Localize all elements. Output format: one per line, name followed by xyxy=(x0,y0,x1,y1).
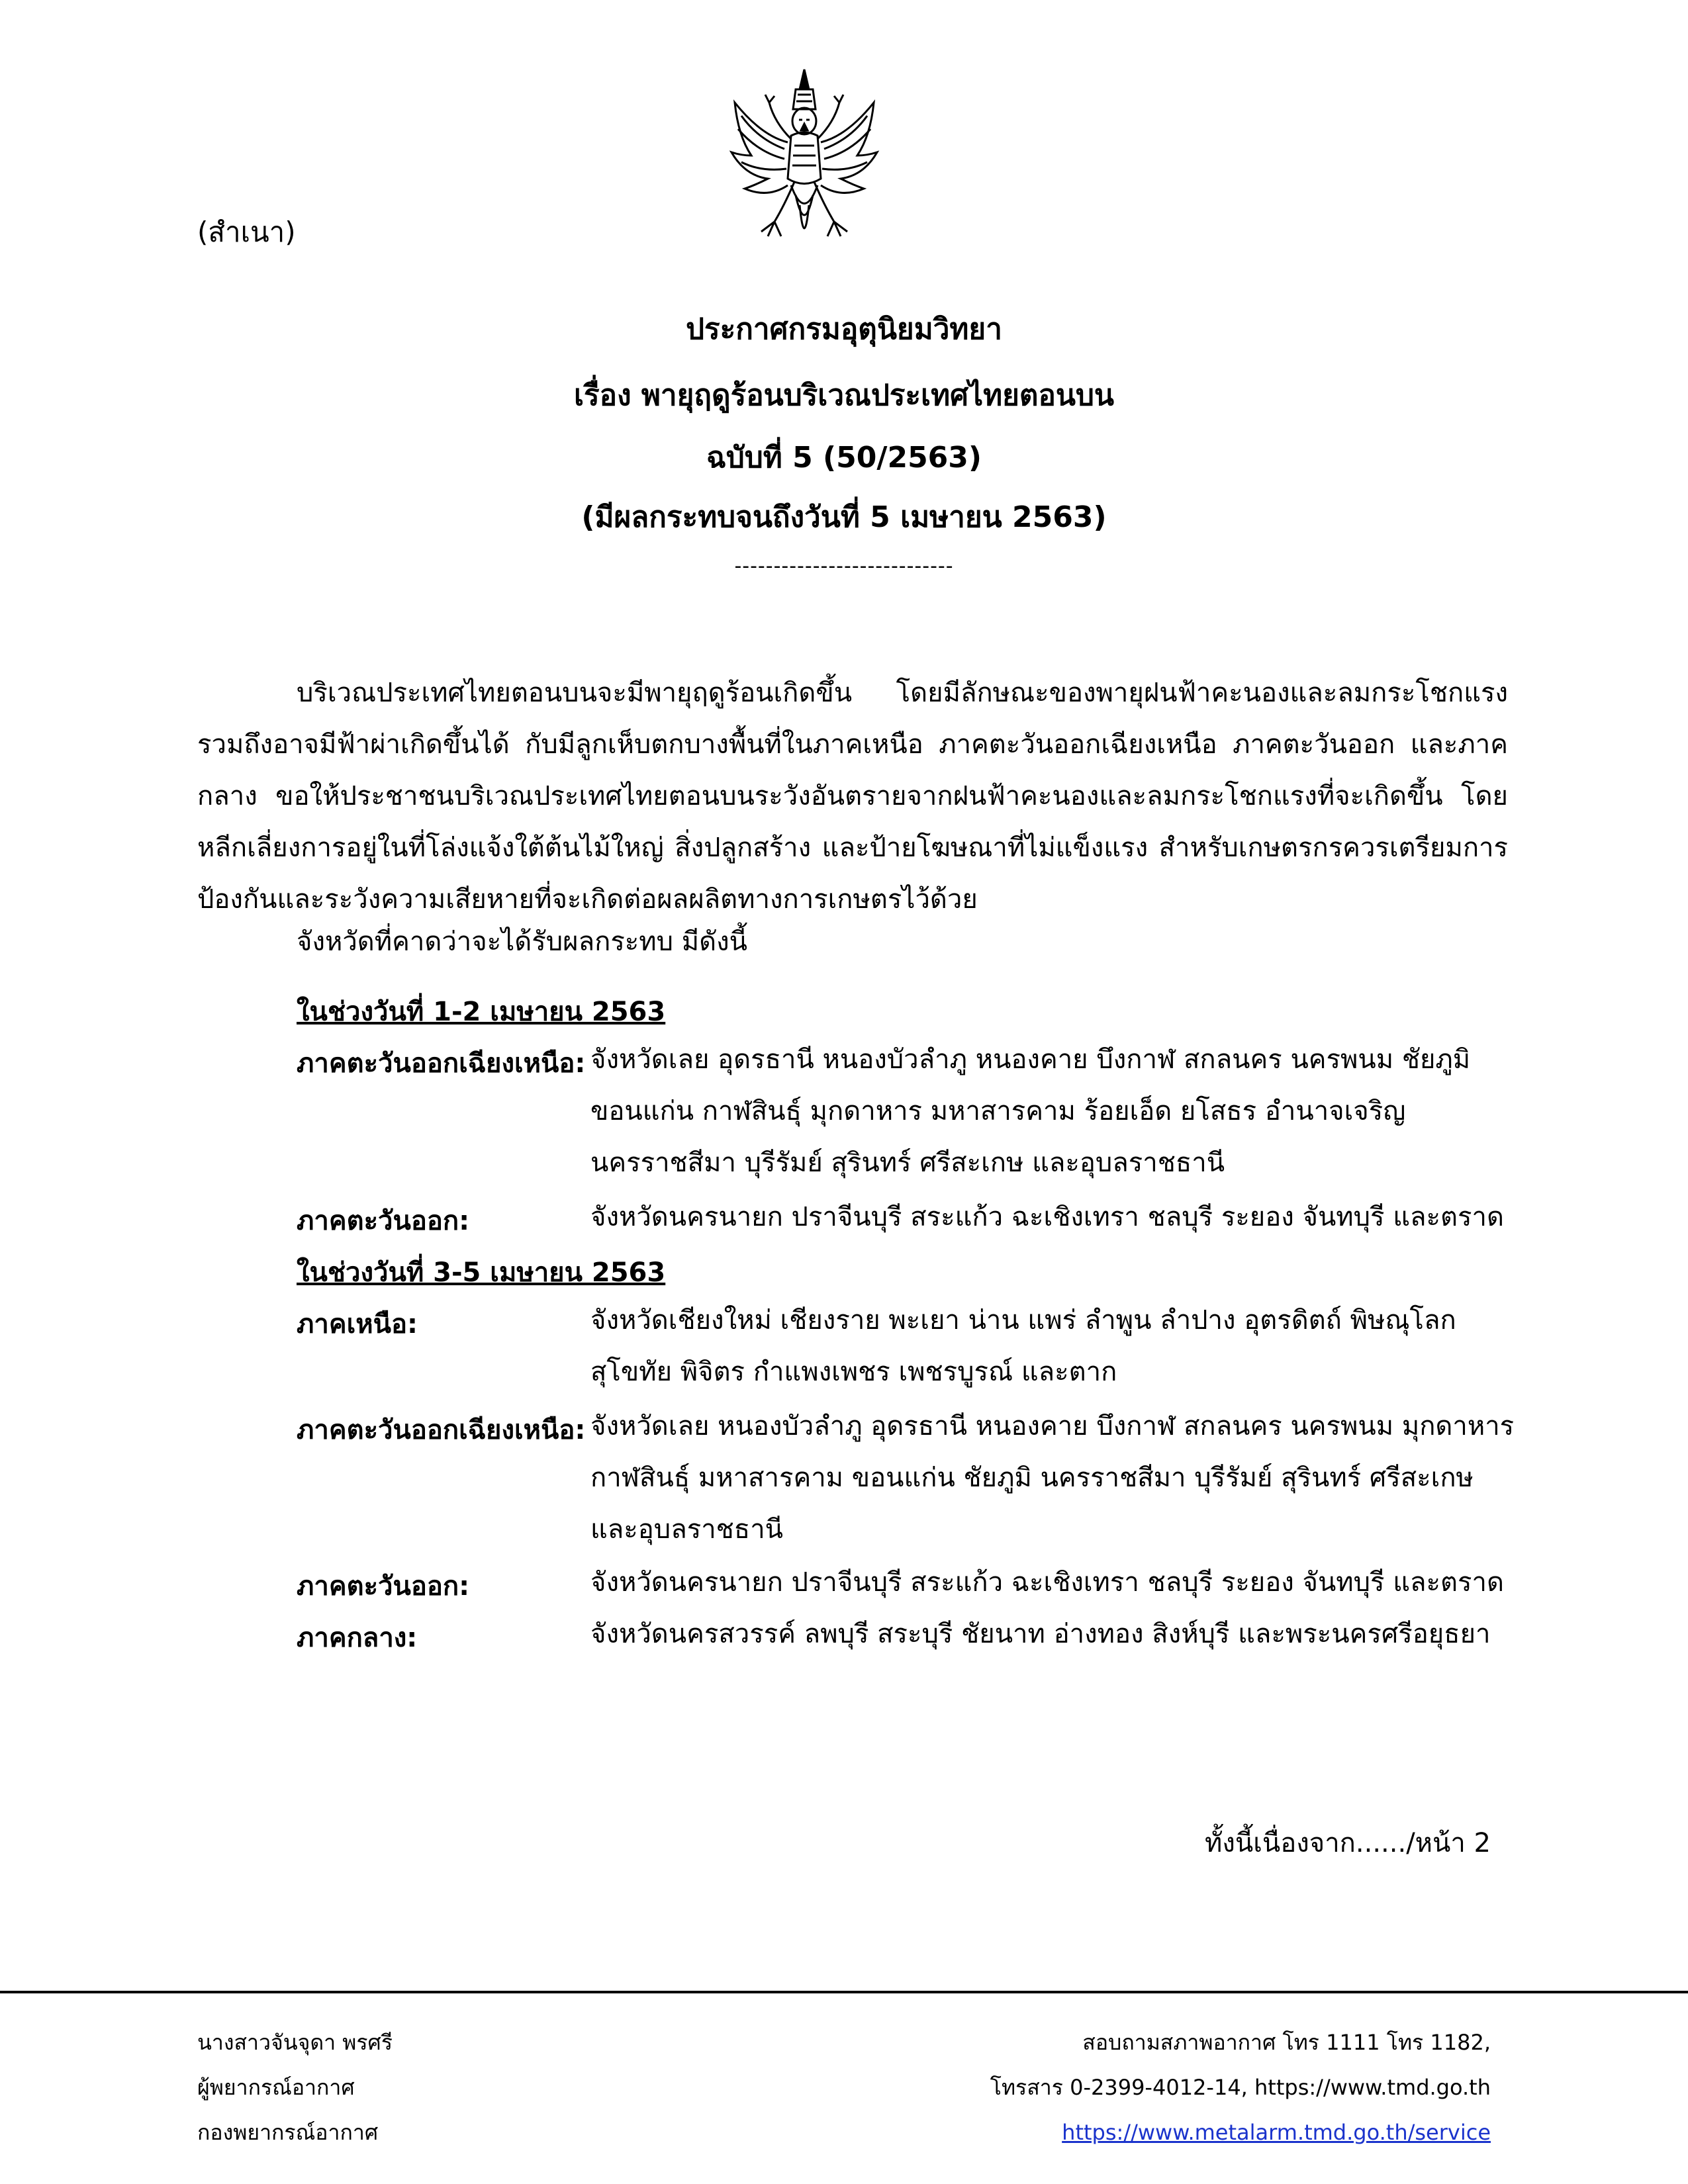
region-provinces: จังหวัดเชียงใหม่ เชียงราย พะเยา น่าน แพร่ ลำพูน ลำปาง อุตรดิตถ์ พิษณุโลก สุโขทัย พิจิตร กำแพงเพชร เพชรบูรณ์ และตาก xyxy=(590,1305,1456,1387)
signatory-name: นางสาวจันจุดา พรศรี xyxy=(197,2030,393,2055)
garuda-emblem-icon xyxy=(722,63,887,261)
footer-signatory xyxy=(197,2020,393,2155)
region-provinces: จังหวัดเลย หนองบัวลำภู อุดรธานี หนองคาย บึงกาฬ สกลนคร นครพนม มุกดาหาร กาฬสินธุ์ มหาสารคาม ขอนแก่น ชัยภูมิ นครราชสีมา บุรีรัมย์ สุรินทร์ ศรีสะเกษ และอุบลราชธานี xyxy=(590,1411,1515,1545)
contact-phone: สอบถามสภาพอากาศ โทร 1111 โทร 1182, xyxy=(1082,2030,1491,2055)
region-label: ภาคเหนือ: xyxy=(297,1309,418,1340)
period-heading: ในช่วงวันที่ 3-5 เมษายน 2563 xyxy=(297,1257,666,1288)
footer-divider xyxy=(0,1991,1688,1993)
period-heading: ในช่วงวันที่ 1-2 เมษายน 2563 xyxy=(297,997,666,1027)
announcement-title: ประกาศกรมอุตุนิยมวิทยา xyxy=(686,312,1002,346)
region-label: ภาคกลาง: xyxy=(297,1623,418,1653)
signatory-division: กองพยากรณ์อากาศ xyxy=(197,2120,379,2145)
footer-contact xyxy=(990,2020,1491,2155)
region-provinces: จังหวัดนครสวรรค์ ลพบุรี สระบุรี ชัยนาท อ่างทอง สิงห์บุรี และพระนครศรีอยุธยา xyxy=(590,1619,1491,1649)
contact-fax-website: โทรสาร 0-2399-4012-14, https://www.tmd.go.th xyxy=(990,2075,1491,2100)
region-label: ภาคตะวันออก: xyxy=(297,1206,470,1236)
signatory-position: ผู้พยากรณ์อากาศ xyxy=(197,2075,355,2100)
region-provinces: จังหวัดนครนายก ปราจีนบุรี สระแก้ว ฉะเชิงเทรา ชลบุรี ระยอง จันทบุรี และตราด xyxy=(590,1202,1504,1232)
region-label: ภาคตะวันออกเฉียงเหนือ: xyxy=(297,1415,586,1445)
region-provinces: จังหวัดนครนายก ปราจีนบุรี สระแก้ว ฉะเชิงเทรา ชลบุรี ระยอง จันทบุรี และตราด xyxy=(590,1567,1504,1598)
announcement-effective-date: (มีผลกระทบจนถึงวันที่ 5 เมษายน 2563) xyxy=(581,500,1107,534)
continuation-note: ทั้งนี้เนื่องจาก....../หน้า 2 xyxy=(1204,1828,1491,1858)
announcement-subject: เรื่อง พายุฤดูร้อนบริเวณประเทศไทยตอนบน xyxy=(573,379,1115,412)
region-label: ภาคตะวันออกเฉียงเหนือ: xyxy=(297,1048,586,1079)
header-separator: ---------------------------- xyxy=(734,555,954,578)
region-provinces: จังหวัดเลย อุดรธานี หนองบัวลำภู หนองคาย บึงกาฬ สกลนคร นครพนม ชัยภูมิ ขอนแก่น กาฬสินธุ์ มุกดาหาร มหาสารคาม ร้อยเอ็ด ยโสธร อำนาจเจริญ นครราชสีมา บุรีรัมย์ สุรินทร์ ศรีสะเกษ และอุบลราชธานี xyxy=(590,1044,1471,1178)
announcement-issue: ฉบับที่ 5 (50/2563) xyxy=(706,441,982,475)
region-label: ภาคตะวันออก: xyxy=(297,1571,470,1602)
copy-mark: (สำเนา) xyxy=(197,216,296,248)
body-paragraph: บริเวณประเทศไทยตอนบนจะมีพายุฤดูร้อนเกิดขึ้น โดยมีลักษณะของพายุฝนฟ้าคะนองและลมกระโชกแรง รวมถึงอาจมีฟ้าผ่าเกิดขึ้นได้ กับมีลูกเห็บตกบางพื้นที่ในภาคเหนือ ภาคตะวันออกเฉียงเหนือ ภาคตะวันออก และภาคกลาง ขอให้ประชาชนบริเวณประเทศไทยตอนบนระวังอันตรายจากฝนฟ้าคะนองและลมกระโชกแรงที่จะเกิดขึ้น โดยหลีกเลี่ยงการอยู่ในที่โล่งแจ้งใต้ต้นไม้ใหญ่ สิ่งปลูกสร้าง และป้ายโฆษณาที่ไม่แข็งแรง สำหรับเกษตรกรควรเตรียมการป้องกันและระวังความเสียหายที่จะเกิดต่อผลผลิตทางการเกษตรไว้ด้วย xyxy=(197,678,1508,915)
affected-provinces-intro: จังหวัดที่คาดว่าจะได้รับผลกระทบ มีดังนี้ xyxy=(297,927,747,957)
metalarm-service-link[interactable]: https://www.metalarm.tmd.go.th/service xyxy=(1062,2120,1491,2145)
